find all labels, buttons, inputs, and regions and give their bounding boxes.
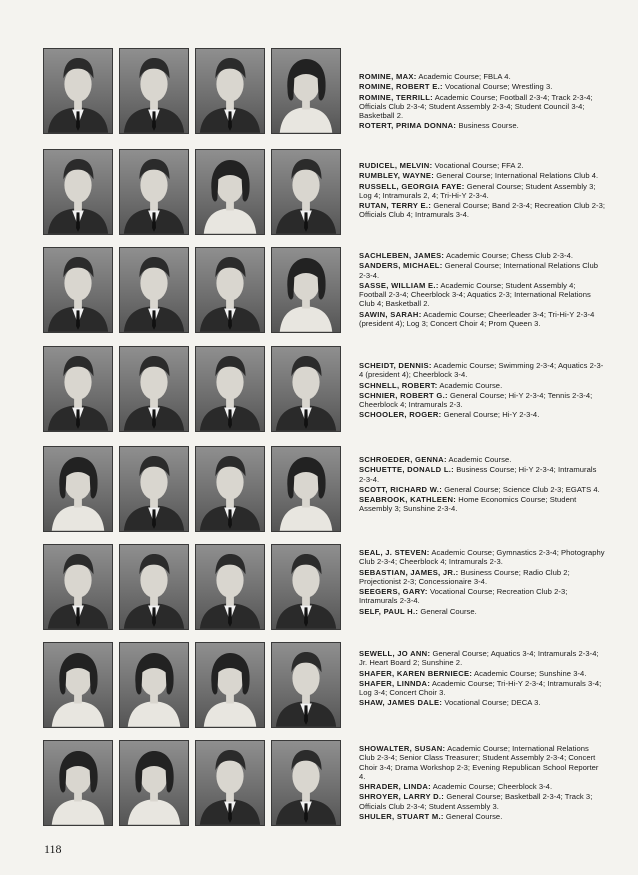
student-activities: Academic Course; Football 2-3-4; Track 2-3-4; Officials Club 2-3-4; Student Assembly 2-3-4; Student Council 3-4; Basketball 2. xyxy=(359,92,593,121)
student-name: RUSSELL, GEORGIA FAYE: xyxy=(359,181,465,191)
student-entry xyxy=(359,93,605,121)
page-number: 118 xyxy=(44,842,62,856)
portrait-photo xyxy=(271,48,341,134)
student-activities: Business Course. xyxy=(458,121,519,131)
student-activities: Academic Course; International Relations Club 2-3-4; Senior Class Treasurer; Student Assembly 2-3-4; Concert Choir 3-4; Drama Workshop 2-3; Evening Republican School Reporter 4. xyxy=(359,744,599,781)
student-name: SACHLEBEN, JAMES: xyxy=(359,251,445,260)
student-activities: General Course. xyxy=(445,812,503,822)
student-activities: Academic Course; Cheerleader 3-4; Tri-Hi-Y 2-3-4 (president 4); Log 3; Concert Choir 4; Prom Queen 3. xyxy=(359,309,595,329)
student-name: RUTAN, TERRY E.: xyxy=(359,201,432,211)
portrait-photo xyxy=(195,642,265,728)
student-name: ROMINE, TERRILL: xyxy=(359,92,433,102)
portrait-photo xyxy=(43,149,113,235)
portrait-photo xyxy=(271,247,341,333)
student-name: SELF, PAUL H.: xyxy=(359,606,419,616)
student-name: SEBASTIAN, JAMES, JR.: xyxy=(359,567,459,577)
student-entry xyxy=(359,310,605,329)
student-name: SCHUETTE, DONALD L.: xyxy=(359,465,455,475)
student-name: SHOWALTER, SUSAN: xyxy=(359,744,446,753)
portrait-photo xyxy=(195,544,265,630)
portrait-photo xyxy=(195,446,265,532)
caption-group xyxy=(359,72,605,132)
caption-group xyxy=(359,548,605,617)
student-entry xyxy=(359,607,605,616)
student-name: SHRADER, LINDA: xyxy=(359,782,431,792)
student-name: ROMINE, MAX: xyxy=(359,72,417,81)
student-activities: General Course; Aquatics 3-4; Intramurals 2-3-4; Jr. Heart Board 2; Sunshine 2. xyxy=(359,649,599,668)
student-name: RUMBLEY, WAYNE: xyxy=(359,171,435,181)
student-activities: Academic Course; Sunshine 3-4. xyxy=(473,668,587,678)
student-entry xyxy=(359,171,605,180)
portrait-photo xyxy=(43,446,113,532)
caption-group xyxy=(359,251,605,329)
student-activities: Academic Course; Tri-Hi-Y 2-3-4; Intramurals 3-4; Log 3-4; Concert Choir 3. xyxy=(359,678,602,698)
student-activities: Vocational Course; DECA 3. xyxy=(444,698,541,708)
student-activities: Academic Course; Gymnastics 2-3-4; Photography Club 2-3-4; Cheerblock 4; Intramurals 2-3. xyxy=(359,548,605,567)
student-name: ROTERT, PRIMA DONNA: xyxy=(359,121,457,131)
student-activities: General Course; International Relations Club 4. xyxy=(436,171,599,181)
portrait-row xyxy=(43,740,343,828)
student-activities: General Course; Student Assembly 3; Log 4; Intramurals 2, 4; Tri-Hi-Y 2-3-4. xyxy=(359,181,596,200)
portrait-row xyxy=(43,642,343,730)
student-entry xyxy=(359,251,605,260)
portrait-photo xyxy=(195,149,265,235)
portrait-row xyxy=(43,247,343,335)
student-activities: Academic Course; Swimming 2-3-4; Aquatics 2-3-4 (president 4); Cheerblock 3-4. xyxy=(359,361,604,380)
portrait-photo xyxy=(271,149,341,235)
student-activities: General Course. xyxy=(420,606,477,616)
student-entry xyxy=(359,812,605,821)
student-activities: General Course; Basketball 2-3-4; Track 3; Officials Club 2-3-4; Student Assembly 3. xyxy=(359,792,593,811)
portrait-row xyxy=(43,544,343,632)
portrait-photo xyxy=(43,48,113,134)
portrait-photo xyxy=(119,642,189,728)
portrait-photo xyxy=(195,48,265,134)
portrait-photo xyxy=(43,740,113,826)
student-entry xyxy=(359,455,605,464)
portrait-photo xyxy=(119,446,189,532)
student-name: SCHEIDT, DENNIS: xyxy=(359,361,432,370)
student-entry xyxy=(359,485,605,494)
portrait-row xyxy=(43,346,343,434)
student-entry xyxy=(359,161,605,170)
caption-group xyxy=(359,649,605,709)
student-name: SASSE, WILLIAM E.: xyxy=(359,280,439,290)
portrait-photo xyxy=(43,544,113,630)
student-activities: Academic Course; FBLA 4. xyxy=(418,72,511,81)
student-activities: General Course; Hi-Y 2-3-4. xyxy=(443,410,540,420)
portrait-photo xyxy=(195,740,265,826)
student-name: SEEGERS, GARY: xyxy=(359,587,428,597)
portrait-row xyxy=(43,446,343,534)
student-activities: Vocational Course; FFA 2. xyxy=(434,161,524,170)
student-name: SHAW, JAMES DALE: xyxy=(359,698,443,708)
portrait-photo xyxy=(119,544,189,630)
portrait-photo xyxy=(271,544,341,630)
student-activities: General Course; International Relations Club 2-3-4. xyxy=(359,261,599,280)
student-activities: Vocational Course; Recreation Club 2-3; Intramurals 2-3-4. xyxy=(359,587,568,606)
portrait-photo xyxy=(119,48,189,134)
student-entry xyxy=(359,587,605,606)
student-activities: General Course; Band 2-3-4; Recreation Club 2-3; Officials Club 4; Intramurals 3-4. xyxy=(359,201,606,220)
caption-group xyxy=(359,744,605,822)
student-name: SCHOOLER, ROGER: xyxy=(359,410,442,420)
portrait-photo xyxy=(119,149,189,235)
student-entry xyxy=(359,698,605,707)
portrait-photo xyxy=(119,740,189,826)
student-name: SANDERS, MICHAEL: xyxy=(359,261,443,271)
student-name: SCHNELL, ROBERT: xyxy=(359,380,438,390)
portrait-row xyxy=(43,149,343,237)
portrait-photo xyxy=(271,740,341,826)
portrait-photo xyxy=(195,247,265,333)
student-activities: General Course; Science Club 2-3; EGATS 4. xyxy=(444,484,600,494)
student-name: SHAFER, LINNDA: xyxy=(359,678,431,688)
portrait-photo xyxy=(43,346,113,432)
student-entry xyxy=(359,381,605,390)
student-entry xyxy=(359,679,605,698)
student-entry xyxy=(359,495,605,514)
student-name: SCHROEDER, GENNA: xyxy=(359,455,447,464)
student-activities: Business Course; Hi-Y 2-3-4; Intramurals 2-3-4. xyxy=(359,465,597,484)
student-name: SHAFER, KAREN BERNIECE: xyxy=(359,668,473,678)
student-name: ROMINE, ROBERT E.: xyxy=(359,82,443,92)
student-entry xyxy=(359,391,605,410)
student-entry xyxy=(359,792,605,811)
student-name: RUDICEL, MELVIN: xyxy=(359,161,433,170)
student-activities: Home Economics Course; Student Assembly 3; Sunshine 2-3-4. xyxy=(359,495,577,514)
student-entry xyxy=(359,744,605,781)
student-entry xyxy=(359,72,605,81)
portrait-photo xyxy=(271,346,341,432)
student-entry xyxy=(359,782,605,791)
student-activities: Academic Course. xyxy=(439,380,503,390)
student-activities: Academic Course. xyxy=(448,455,512,464)
caption-group xyxy=(359,361,605,421)
student-name: SAWIN, SARAH: xyxy=(359,309,422,319)
student-activities: Academic Course; Student Assembly 4; Football 2-3-4; Cheerblock 3-4; Aquatics 2-3; International Relations Club 4; Basketball 2. xyxy=(359,280,591,309)
student-entry xyxy=(359,281,605,309)
student-name: SCHNIER, ROBERT G.: xyxy=(359,390,448,400)
student-name: SHROYER, LARRY D.: xyxy=(359,792,445,802)
student-entry xyxy=(359,82,605,91)
student-entry xyxy=(359,201,605,220)
student-entry xyxy=(359,649,605,668)
student-activities: Vocational Course; Wrestling 3. xyxy=(445,82,553,92)
caption-group xyxy=(359,161,605,221)
portrait-row xyxy=(43,48,343,136)
student-name: SEABROOK, KATHLEEN: xyxy=(359,495,457,505)
student-entry xyxy=(359,361,605,380)
student-entry xyxy=(359,261,605,280)
portrait-photo xyxy=(271,446,341,532)
student-name: SEWELL, JO ANN: xyxy=(359,649,431,658)
portrait-photo xyxy=(43,642,113,728)
student-entry xyxy=(359,410,605,419)
student-activities: Academic Course; Chess Club 2-3-4. xyxy=(446,251,574,260)
portrait-photo xyxy=(119,346,189,432)
student-activities: General Course; Hi-Y 2-3-4; Tennis 2-3-4; Cheerblock 4; Intramurals 2-3. xyxy=(359,390,593,410)
caption-group xyxy=(359,455,605,515)
student-entry xyxy=(359,669,605,678)
portrait-photo xyxy=(271,642,341,728)
student-entry xyxy=(359,548,605,567)
student-entry xyxy=(359,465,605,484)
student-entry xyxy=(359,121,605,130)
portrait-photo xyxy=(195,346,265,432)
student-activities: Academic Course; Cheerblock 3-4. xyxy=(432,782,553,792)
student-entry xyxy=(359,568,605,587)
student-entry xyxy=(359,182,605,201)
portrait-photo xyxy=(43,247,113,333)
portrait-photo xyxy=(119,247,189,333)
student-name: SCOTT, RICHARD W.: xyxy=(359,484,443,494)
student-name: SEAL, J. STEVEN: xyxy=(359,548,430,557)
student-name: SHULER, STUART M.: xyxy=(359,812,444,822)
student-activities: Business Course; Radio Club 2; Projectionist 2-3; Concessionaire 3-4. xyxy=(359,567,570,586)
